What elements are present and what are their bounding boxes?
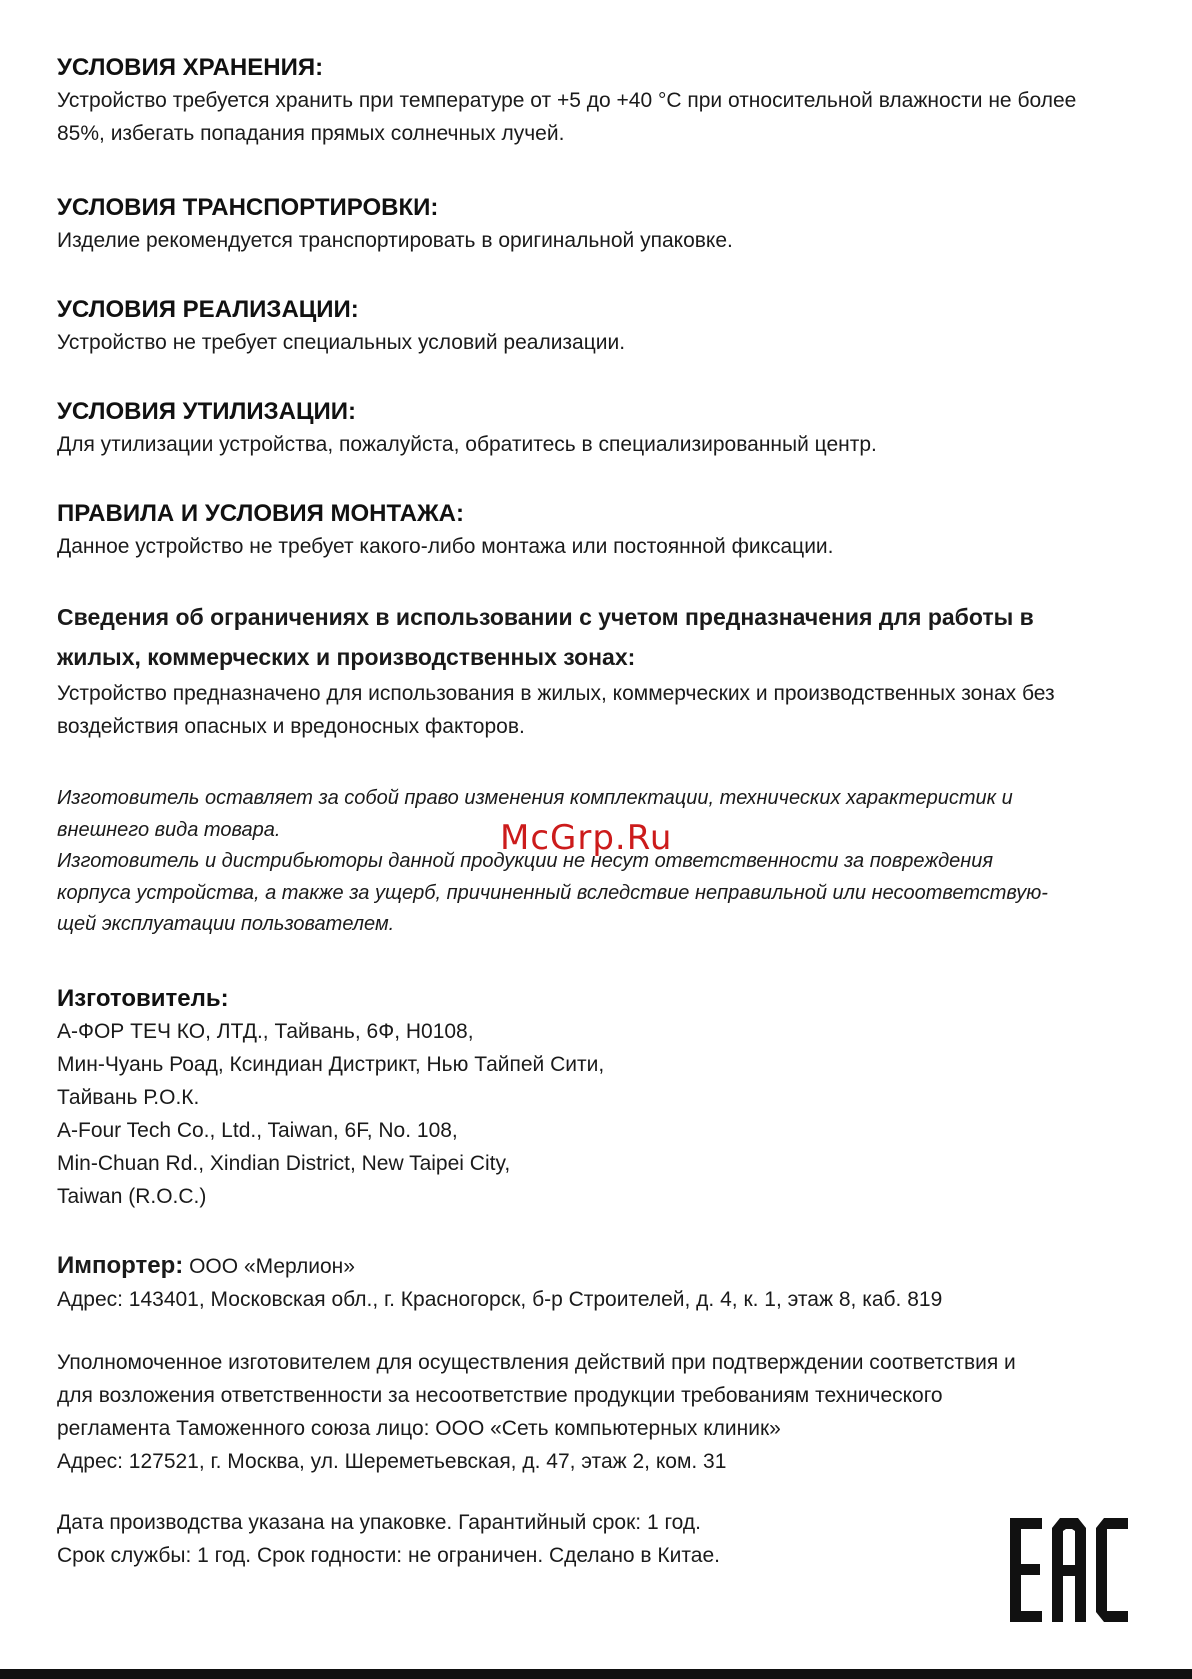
- restrictions-heading-line-1: Сведения об ограничениях в использовании с учетом предназначения для работы в: [57, 604, 1034, 630]
- sale-heading: УСЛОВИЯ РЕАЛИЗАЦИИ:: [57, 296, 359, 323]
- manufacturer-line-5: Min-Chuan Rd., Xindian District, New Taipei City,: [57, 1151, 511, 1175]
- disclaimer-line-1: Изготовитель оставляет за собой право изменения комплектации, технических характеристик и: [57, 787, 1013, 809]
- mounting-heading: ПРАВИЛА И УСЛОВИЯ МОНТАЖА:: [57, 500, 464, 527]
- authorized-line-4: Адрес: 127521, г. Москва, ул. Шереметьевская, д. 47, этаж 2, ком. 31: [57, 1449, 727, 1473]
- transport-text: Изделие рекомендуется транспортировать в оригинальной упаковке.: [57, 229, 733, 252]
- importer-section: [57, 1249, 1137, 1316]
- page-bottom-border: [0, 1669, 1192, 1679]
- mounting-text: Данное устройство не требует какого-либо монтажа или постоянной фиксации.: [57, 535, 834, 558]
- storage-line-2: 85%, избегать попадания прямых солнечных лучей.: [57, 122, 565, 145]
- disposal-section: [57, 396, 1137, 461]
- footer-line-1: Дата производства указана на упаковке. Гарантийный срок: 1 год.: [57, 1510, 701, 1534]
- authorized-line-1: Уполномоченное изготовителем для осуществления действий при подтверждении соответствия и: [57, 1350, 1016, 1374]
- disposal-heading: УСЛОВИЯ УТИЛИЗАЦИИ:: [57, 398, 356, 425]
- transport-section: [57, 192, 1137, 257]
- storage-text: [57, 84, 1137, 150]
- manufacturer-line-2: Мин-Чуань Роад, Ксиндиан Дистрикт, Нью Тайпей Сити,: [57, 1052, 605, 1076]
- authorized-line-3: регламента Таможенного союза лицо: ООО «Сеть компьютерных клиник»: [57, 1416, 781, 1440]
- transport-heading: УСЛОВИЯ ТРАНСПОРТИРОВКИ:: [57, 194, 439, 221]
- storage-heading: УСЛОВИЯ ХРАНЕНИЯ:: [57, 54, 324, 81]
- authorized-text: [57, 1346, 1137, 1478]
- document-page: [57, 52, 1137, 1572]
- importer-name: ООО «Мерлион»: [183, 1254, 355, 1278]
- watermark: McGrp.Ru: [500, 818, 673, 858]
- manufacturer-line-3: Тайвань Р.О.К.: [57, 1085, 200, 1109]
- restrictions-heading-line-2: жилых, коммерческих и производственных зонах:: [57, 644, 636, 670]
- manufacturer-section: [57, 983, 1137, 1213]
- manufacturer-address: [57, 1015, 1137, 1213]
- footer-text: [57, 1506, 1137, 1572]
- restrictions-line-2: воздействия опасных и вредоносных факторов.: [57, 715, 525, 738]
- restrictions-line-1: Устройство предназначено для использования в жилых, коммерческих и производственных зонах без: [57, 682, 1055, 705]
- disclaimer-text: [57, 783, 1137, 941]
- importer-name-line: [57, 1249, 1137, 1283]
- disclaimer-line-4: корпуса устройства, а также за ущерб, причиненный вследствие неправильной или несоответствую-: [57, 881, 1048, 904]
- importer-label: Импортер:: [57, 1251, 184, 1279]
- mounting-section: [57, 498, 1137, 563]
- restrictions-text: [57, 677, 1137, 743]
- disclaimer-section: [57, 783, 1137, 941]
- disclaimer-line-3: Изготовитель и дистрибьюторы данной продукции не несут ответственности за повреждения: [57, 850, 994, 872]
- storage-line-1: Устройство требуется хранить при температуре от +5 до +40 °С при относительной влажности не более: [57, 89, 1077, 112]
- storage-section: [57, 52, 1137, 150]
- manufacturer-line-4: A-Four Tech Co., Ltd., Taiwan, 6F, No. 108,: [57, 1118, 458, 1142]
- disclaimer-line-5: щей эксплуатации пользователем.: [57, 913, 395, 935]
- manufacturer-line-1: А-ФОР ТЕЧ КО, ЛТД., Тайвань, 6Ф, Н0108,: [57, 1019, 474, 1043]
- eac-mark-icon: [1010, 1518, 1128, 1622]
- restrictions-heading: [57, 597, 1137, 677]
- manufacturer-heading: Изготовитель:: [57, 984, 229, 1012]
- authorized-section: [57, 1346, 1137, 1478]
- importer-address: Адрес: 143401, Московская обл., г. Красногорск, б-р Строителей, д. 4, к. 1, этаж 8, каб. 819: [57, 1287, 943, 1311]
- sale-section: [57, 294, 1137, 359]
- disposal-text: Для утилизации устройства, пожалуйста, обратитесь в специализированный центр.: [57, 433, 877, 456]
- authorized-line-2: для возложения ответственности за несоответствие продукции требованиям технического: [57, 1383, 943, 1407]
- footer-section: [57, 1506, 1137, 1572]
- restrictions-section: [57, 597, 1137, 743]
- disclaimer-line-2: внешнего вида товара.: [57, 818, 281, 841]
- manufacturer-line-6: Taiwan (R.O.C.): [57, 1184, 207, 1208]
- footer-line-2: Срок службы: 1 год. Срок годности: не ограничен. Сделано в Китае.: [57, 1543, 720, 1567]
- sale-text: Устройство не требует специальных условий реализации.: [57, 331, 626, 354]
